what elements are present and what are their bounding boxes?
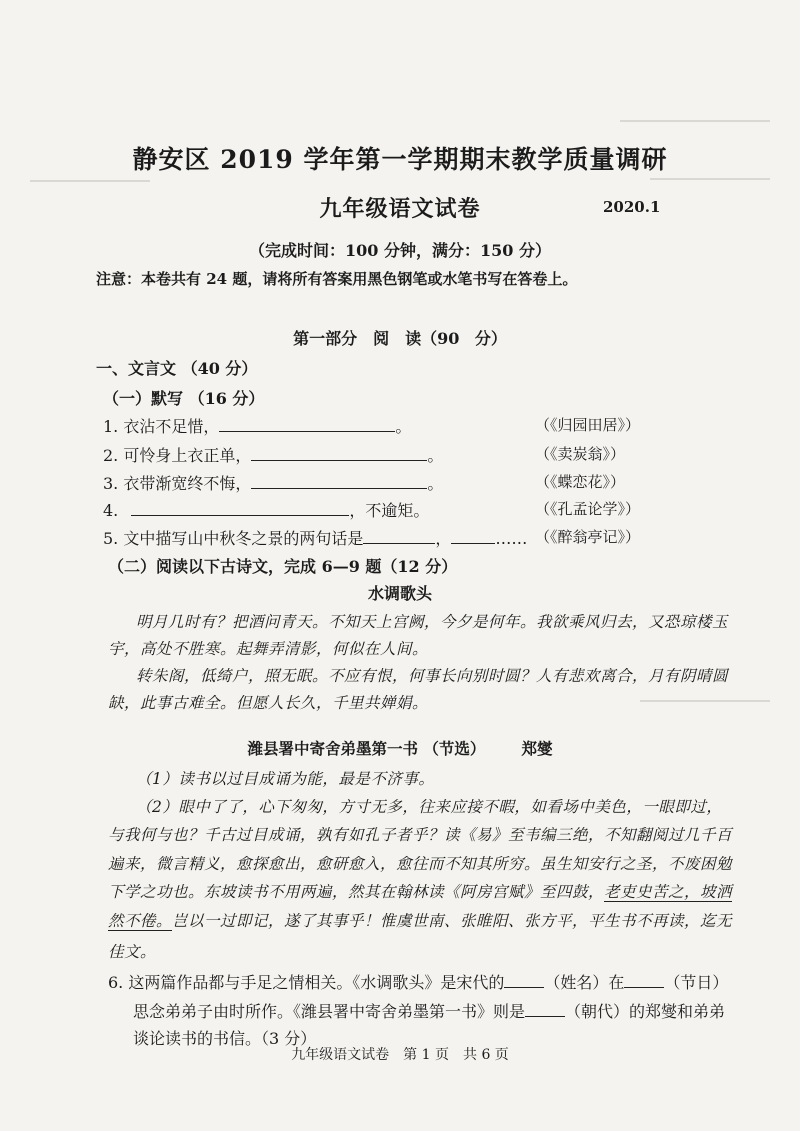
letter-paragraph: （1）读书以过目成诵为能，最是不济事。 (136, 770, 435, 788)
letter-text: 下学之功也。东坡读书不用两遍，然其在翰林读《阿房宫赋》至四鼓， (108, 883, 605, 901)
answer-blank[interactable] (624, 973, 664, 988)
answer-blank[interactable] (363, 529, 435, 544)
underlined-sentence: 然不倦。 (108, 912, 173, 930)
page-footer: 九年级语文试卷 第 1 页 共 6 页 (291, 1047, 509, 1063)
answer-blank[interactable] (251, 474, 427, 489)
answer-blank[interactable] (525, 1002, 565, 1017)
question-6 (108, 970, 728, 993)
question-source: （《蝶恋花》） (535, 473, 626, 491)
letter-title-text: 潍县署中寄舍弟墨第一书 （节选） (247, 739, 486, 758)
question-6-line: 谈论读书的书信。（3 分） (133, 1029, 317, 1048)
exam-subtitle: 九年级语文试卷 (319, 196, 481, 222)
answer-blank[interactable] (251, 446, 427, 461)
question-mid: ， (435, 529, 452, 548)
answer-blank[interactable] (131, 501, 349, 516)
question-text: 可怜身上衣正单， (123, 446, 252, 465)
letter-line: 与我何与也？千古过目成诵，孰有如孔子者乎？读《易》至韦编三绝，不知翻阅过几千百 (108, 826, 733, 844)
question-number: 3. (103, 474, 119, 493)
question-text: 文中描写山中秋冬之景的两句话是 (123, 529, 364, 548)
question-2 (103, 443, 443, 466)
letter-line (108, 909, 732, 931)
letter-line: 佳文。 (108, 943, 157, 961)
poem-title: 水调歌头 (367, 584, 432, 603)
subsection-heading: （一）默写 （16 分） (103, 389, 265, 408)
subsection-heading: （二）阅读以下古诗文，完成 6—9 题（12 分） (108, 557, 458, 576)
question-number: 1. (103, 417, 119, 436)
answer-blank[interactable] (219, 417, 395, 432)
question-source: （《醉翁亭记》） (535, 528, 641, 546)
question-4 (103, 498, 429, 521)
answer-blank[interactable] (504, 973, 544, 988)
time-note: （完成时间：100 分钟，满分：150 分） (249, 241, 551, 260)
poem-line: 明月几时有？把酒问青天。不知天上宫阙，今夕是何年。我欲乘风归去，又恐琼楼玉 (136, 613, 729, 631)
question-end: …… (495, 529, 528, 548)
question-end: ，不逾矩。 (349, 501, 430, 520)
question-number: 2. (103, 446, 119, 465)
bleed-through-mark (30, 180, 150, 182)
question-source: （《卖炭翁》） (535, 445, 626, 463)
question-3 (103, 471, 443, 494)
question-text: 衣带渐宽终不悔， (123, 474, 252, 493)
question-source: （《归园田居》） (535, 416, 641, 434)
poem-line: 宇，高处不胜寒。起舞弄清影，何似在人间。 (108, 640, 429, 658)
letter-line (108, 880, 732, 902)
question-1 (103, 414, 411, 437)
section-heading: 一、文言文 （40 分） (96, 359, 258, 378)
question-end: 。 (427, 474, 444, 493)
question-text: （节日） (664, 973, 729, 992)
poem-line: 缺，此事古难全。但愿人长久，千里共婵娟。 (108, 694, 429, 712)
bleed-through-mark (650, 178, 770, 180)
poem-line: 转朱阁，低绮户，照无眠。不应有恨，何事长向别时圆？人有悲欢离合，月有阴晴圆 (136, 667, 729, 685)
letter-author: 郑燮 (521, 739, 553, 758)
answer-blank[interactable] (451, 529, 495, 544)
bleed-through-mark (640, 700, 770, 702)
question-number: 5. (103, 529, 119, 548)
letter-line: 遍来，微言精义，愈探愈出，愈研愈入，愈往而不知其所穷。虽生知安行之圣，不废困勉 (108, 855, 733, 873)
underlined-sentence: 老吏史苦之，坡洒 (604, 883, 733, 901)
bleed-through-mark (620, 120, 770, 122)
question-number: 6. (108, 973, 124, 992)
question-end: 。 (395, 417, 412, 436)
part-heading: 第一部分 阅 读（90 分） (293, 329, 507, 348)
question-6-line (133, 999, 725, 1022)
question-source: （《孔孟论学》） (535, 500, 641, 518)
exam-date: 2020.1 (603, 198, 661, 216)
notice: 注意：本卷共有 24 题，请将所有答案用黑色钢笔或水笔书写在答卷上。 (96, 270, 578, 288)
letter-title (0, 737, 800, 759)
letter-line: （2）眼中了了，心下匆匆，方寸无多，往来应接不暇，如看场中美色，一眼即过， (136, 798, 723, 816)
question-text: 这两篇作品都与手足之情相关。《水调歌头》是宋代的 (128, 973, 505, 992)
question-text: 衣沾不足惜， (123, 417, 220, 436)
question-end: 。 (427, 446, 444, 465)
exam-title: 静安区 2019 学年第一学期期末教学质量调研 (132, 145, 668, 174)
letter-text: 岂以一过即记，遂了其事乎！惟虞世南、张睢阳、张方平，平生书不再读，迄无 (172, 912, 733, 930)
question-text: （朝代）的郑燮和弟弟 (565, 1002, 726, 1021)
question-5 (103, 526, 527, 549)
question-text: （姓名）在 (544, 973, 625, 992)
question-text: 思念弟弟子由时所作。《潍县署中寄舍弟墨第一书》则是 (133, 1002, 526, 1021)
question-number: 4. (103, 501, 119, 520)
